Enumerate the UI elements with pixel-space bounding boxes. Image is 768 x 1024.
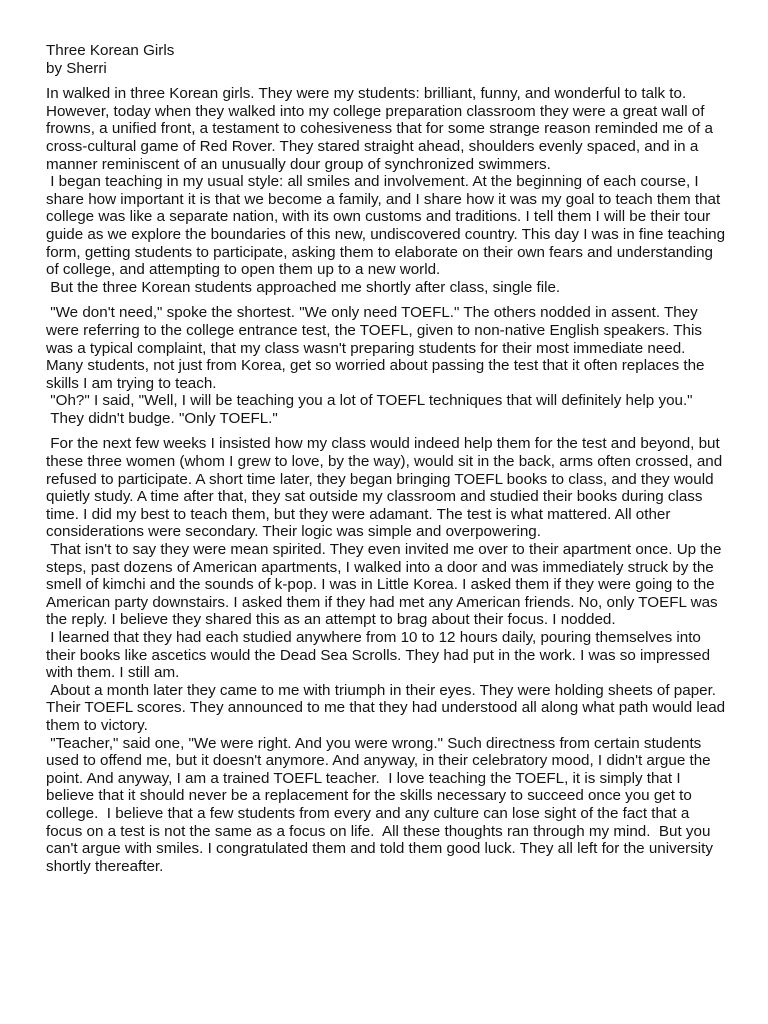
paragraph: That isn't to say they were mean spirited. They even invited me over to their apartment once. Up the steps, past dozens of American apartments, I walked into a door and was immediately struck by the smell of kimchi and the sounds of k-pop. I was in Little Korea. I asked them if they were going to the American party downstairs. I asked them if they had met any American friends. No, only TOEFL was the reply. I believe they shared this as an attempt to brag about their focus. I nodded. (46, 541, 726, 629)
paragraph: But the three Korean students approached me shortly after class, single file. (46, 278, 561, 296)
paragraph: In walked in three Korean girls. They were my students: brilliant, funny, and wonderful to talk to. However, today when they walked into my college preparation classroom they were a great wall of frowns, a unified front, a testament to cohesiveness that for some strange reason reminded me of a cross-cultural game of Red Rover. They stared straight ahead, shoulders evenly spaced, and in a manner reminiscent of an unusually dour group of synchronized swimmers. (46, 85, 718, 173)
title-block (46, 42, 726, 77)
document-title: Three Korean Girls (46, 42, 175, 59)
document-byline: by Sherri (46, 59, 107, 77)
paragraph: I began teaching in my usual style: all smiles and involvement. At the beginning of each course, I share how important it is that we become a family, and I share how it was my goal to teach them that college was like a separate nation, with its own customs and traditions. I tell them I will be their tour guide as we explore the boundaries of this new, undiscovered country. This day I was in fine teaching form, getting students to participate, asking them to elaborate on their own fears and understanding of college, and attempting to open them up to a new world. (46, 173, 730, 279)
paragraph: "Teacher," said one, "We were right. And you were wrong." Such directness from certain students used to offend me, but it doesn't anymore. And anyway, in their celebratory mood, I didn't argue the point. And anyway, I am a trained TOEFL teacher. I love teaching the TOEFL, it is simply that I believe that it should never be a replacement for the skills necessary to succeed once you get to college. I believe that a few students from every and any culture can lose sight of the fact that a focus on a test is not the same as a focus on life. All these thoughts ran through my mind. But you can't argue with smiles. I congratulated them and told them good luck. They all left for the university shortly thereafter. (46, 734, 718, 875)
paragraph: For the next few weeks I insisted how my class would indeed help them for the test and beyond, but these three women (whom I grew to love, by the way), would sit in the back, arms often crossed, and refused to participate. A short time later, they began bringing TOEFL books to class, and they would quietly study. A time after that, they sat outside my classroom and studied their books during class time. I did my best to teach them, but they were adamant. The test is what mattered. All other considerations were secondary. Their logic was simple and overpowering. (46, 435, 727, 541)
paragraph: "Oh?" I said, "Well, I will be teaching you a lot of TOEFL techniques that will definitely help you." (46, 392, 693, 410)
paragraph: I learned that they had each studied anywhere from 10 to 12 hours daily, pouring themselves into their books like ascetics would the Dead Sea Scrolls. They had put in the work. I was so impressed with them. I still am. (46, 629, 715, 682)
paragraph: "We don't need," spoke the shortest. "We only need TOEFL." The others nodded in assent. They were referring to the college entrance test, the TOEFL, given to non-native English speakers. This was a typical complaint, that my class wasn't preparing students for their most immediate need. Many students, not just from Korea, get so worried about passing the test that it often replaces the skills I am trying to teach. (46, 304, 709, 392)
paragraph: They didn't budge. "Only TOEFL." (46, 409, 278, 427)
document-page (46, 42, 730, 875)
paragraph: About a month later they came to me with triumph in their eyes. They were holding sheets of paper. Their TOEFL scores. They announced to me that they had understood all along what path would lead them to victory. (46, 681, 730, 734)
